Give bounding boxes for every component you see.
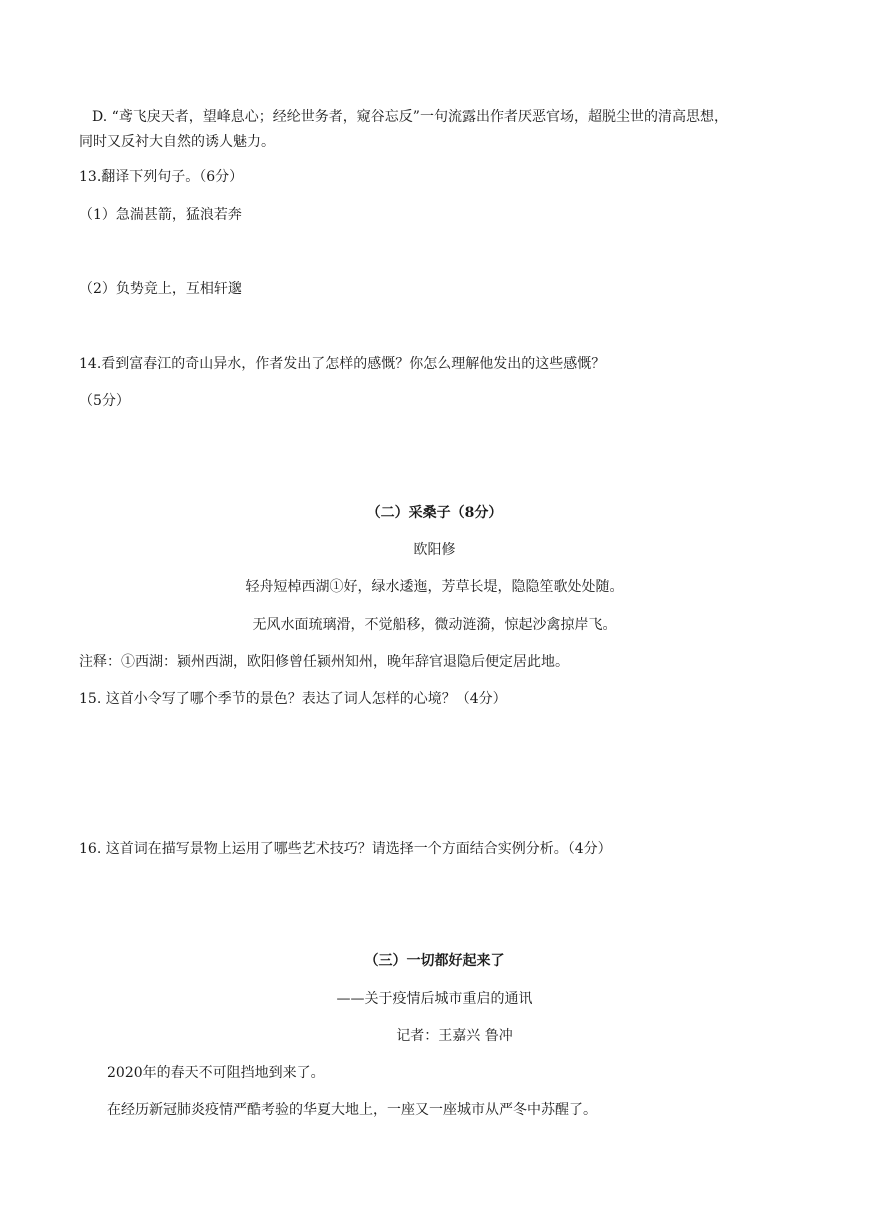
section3-subtitle: ——关于疫情后城市重启的通讯 [336, 991, 533, 1007]
section3-byline: 记者：王嘉兴 鲁冲 [396, 1028, 513, 1044]
section3-para2: 在经历新冠肺炎疫情严酷考验的华夏大地上，一座又一座城市从严冬中苏醒了。 [107, 1102, 597, 1118]
q12-option-d-line2: 同时又反衬大自然的诱人魅力。 [79, 134, 275, 150]
q16-prompt: 16. 这首词在描写景物上运用了哪些艺术技巧？请选择一个方面结合实例分析。（4分） [79, 841, 612, 857]
q12-option-d-line1: D. “鸢飞戾天者，望峰息心；经纶世务者，窥谷忘反”一句流露出作者厌恶官场，超脱尘世的清高思想， [92, 109, 728, 125]
section2-note: 注释：①西湖：颍州西湖，欧阳修曾任颍州知州，晚年辞官退隐后便定居此地。 [79, 654, 569, 670]
q15-prompt: 15. 这首小令写了哪个季节的景色？表达了词人怎样的心境？（4分） [79, 691, 507, 707]
section3-title: （三）一切都好起来了 [364, 953, 505, 969]
q14-points: （5分） [79, 393, 130, 409]
section3-para1: 2020年的春天不可阻挡地到来了。 [107, 1065, 325, 1081]
section2-poem-line2: 无风水面琉璃滑，不觉船移，微动涟漪，惊起沙禽掠岸飞。 [252, 617, 617, 633]
q13-item1: （1）急湍甚箭，猛浪若奔 [79, 207, 242, 223]
q13-item2: （2）负势竞上，互相轩邈 [79, 281, 242, 297]
q13-prompt: 13.翻译下列句子。（6分） [79, 169, 244, 185]
section2-poem-line1: 轻舟短棹西湖①好，绿水逶迤，芳草长堤，隐隐笙歌处处随。 [245, 579, 624, 595]
section2-author: 欧阳修 [413, 542, 456, 558]
q14-prompt: 14.看到富春江的奇山异水，作者发出了怎样的感慨？你怎么理解他发出的这些感慨？ [79, 356, 606, 372]
section2-title: （二）采桑子（8分） [366, 505, 503, 521]
